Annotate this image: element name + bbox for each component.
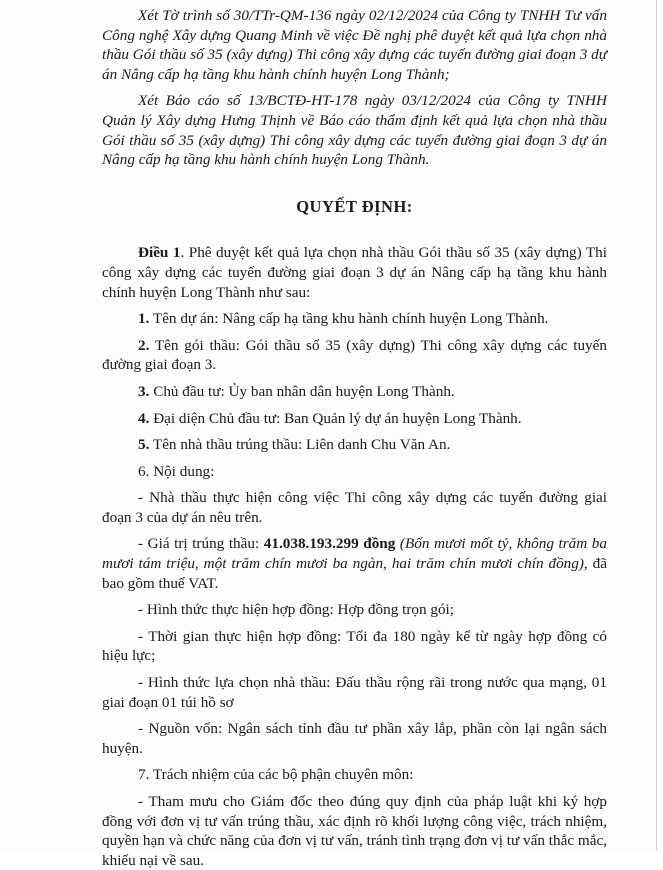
article-1: [102, 243, 607, 302]
item-number: 7.: [138, 766, 150, 784]
item-text: Chủ đầu tư: Ủy ban nhân dân huyện Long Thành.: [149, 382, 455, 400]
item-3: [102, 382, 607, 402]
funding-line: - Nguồn vốn: Ngân sách tỉnh đầu tư phần xây lắp, phần còn lại ngân sách huyện.: [102, 720, 607, 757]
item-number: 3.: [138, 382, 150, 400]
item-text: Tên nhà thầu trúng thầu: Liên danh Chu Văn An.: [149, 436, 451, 454]
item-5: [102, 435, 607, 455]
item-number: 4.: [138, 409, 150, 427]
item-6: [102, 462, 607, 482]
item-1: [102, 309, 607, 329]
value-prefix: - Giá trị trúng thầu:: [138, 535, 264, 553]
item-text: Trách nhiệm của các bộ phận chuyên môn:: [149, 766, 414, 784]
value-suffix: , đã bao gồm thuế VAT.: [102, 555, 607, 592]
item-text: Đại diện Chủ đầu tư: Ban Quản lý dự án huyện Long Thành.: [149, 409, 522, 427]
preamble-paragraph-2: Xét Báo cáo số 13/BCTĐ-HT-178 ngày 03/12/2024 của Công ty TNHH Quản lý Xây dựng Hưng Thịnh về Báo cáo thẩm định kết quả lựa chọn nhà thầu Gói thầu số 35 (xây dựng) Thi công xây dựng các tuyến đường giai đoạn 3 dự án Nâng cấp hạ tầng khu hành chính huyện Long Thành.: [102, 92, 607, 169]
value-in-words: (Bốn mươi mốt tỷ, không trăm ba mươi tám triệu, một trăm chín mươi ba ngàn, hai trăm chín mươi chín đồng): [102, 535, 607, 573]
item-number: 2.: [138, 336, 150, 354]
advice-paragraph: - Tham mưu cho Giám đốc theo đúng quy định của pháp luật khi ký hợp đồng với đơn vị tư vấn trúng thầu, xác định rõ khối lượng công việc, trách nhiệm, quyền hạn và chức năng của đơn vị tư vấn, tránh tình trạng đơn vị tư vấn thắc mắc, khiếu nại về sau.: [102, 793, 607, 869]
contract-value-line: [102, 534, 607, 593]
item-text: Tên gói thầu: Gói thầu số 35 (xây dựng) Thi công xây dựng các tuyến đường giai đoạn 3.: [102, 336, 607, 374]
item-number: 6.: [138, 462, 150, 480]
item-text: Tên dự án: Nâng cấp hạ tầng khu hành chính huyện Long Thành.: [149, 310, 549, 328]
item-number: 1.: [138, 310, 150, 328]
article-text: . Phê duyệt kết quả lựa chọn nhà thầu Gói thầu số 35 (xây dựng) Thi công xây dựng các tuyến đường giai đoạn 3 dự án Nâng cấp hạ tầng khu hành chính huyện Long Thành như sau:: [102, 244, 607, 301]
item-number: 5.: [138, 436, 150, 454]
item-4: [102, 409, 607, 429]
contract-time-line: - Thời gian thực hiện hợp đồng: Tối đa 180 ngày kể từ ngày hợp đồng có hiệu lực;: [102, 627, 607, 665]
item-7: [102, 765, 607, 785]
document-body: [102, 6, 607, 870]
preamble-paragraph-1: Xét Tờ trình số 30/TTr-QM-136 ngày 02/12/2024 của Công ty TNHH Tư vấn Công nghệ Xây dựng Quang Minh về việc Đề nghị phê duyệt kết quả lựa chọn nhà thầu Gói thầu số 35 (xây dựng) Thi công xây dựng các tuyến đường giai đoạn 3 dự án Nâng cấp hạ tầng khu hành chính huyện Long Thành;: [102, 7, 607, 83]
article-label: Điều 1: [138, 244, 181, 262]
item-2: [102, 336, 607, 375]
page-edge: [656, 0, 657, 851]
contract-type-line: - Hình thức thực hiện hợp đồng: Hợp đồng trọn gói;: [138, 601, 454, 619]
decision-title: QUYẾT ĐỊNH:: [296, 196, 413, 216]
contractor-work-line: - Nhà thầu thực hiện công việc Thi công xây dựng các tuyến đường giai đoạn 3 của dự án nêu trên.: [102, 489, 607, 526]
selection-method-line: - Hình thức lựa chọn nhà thầu: Đấu thầu rộng rãi trong nước qua mạng, 01 giai đoạn 01 túi hồ sơ: [102, 674, 607, 711]
item-text: Nội dung:: [149, 462, 215, 480]
value-amount: 41.038.193.299 đồng: [263, 535, 396, 553]
